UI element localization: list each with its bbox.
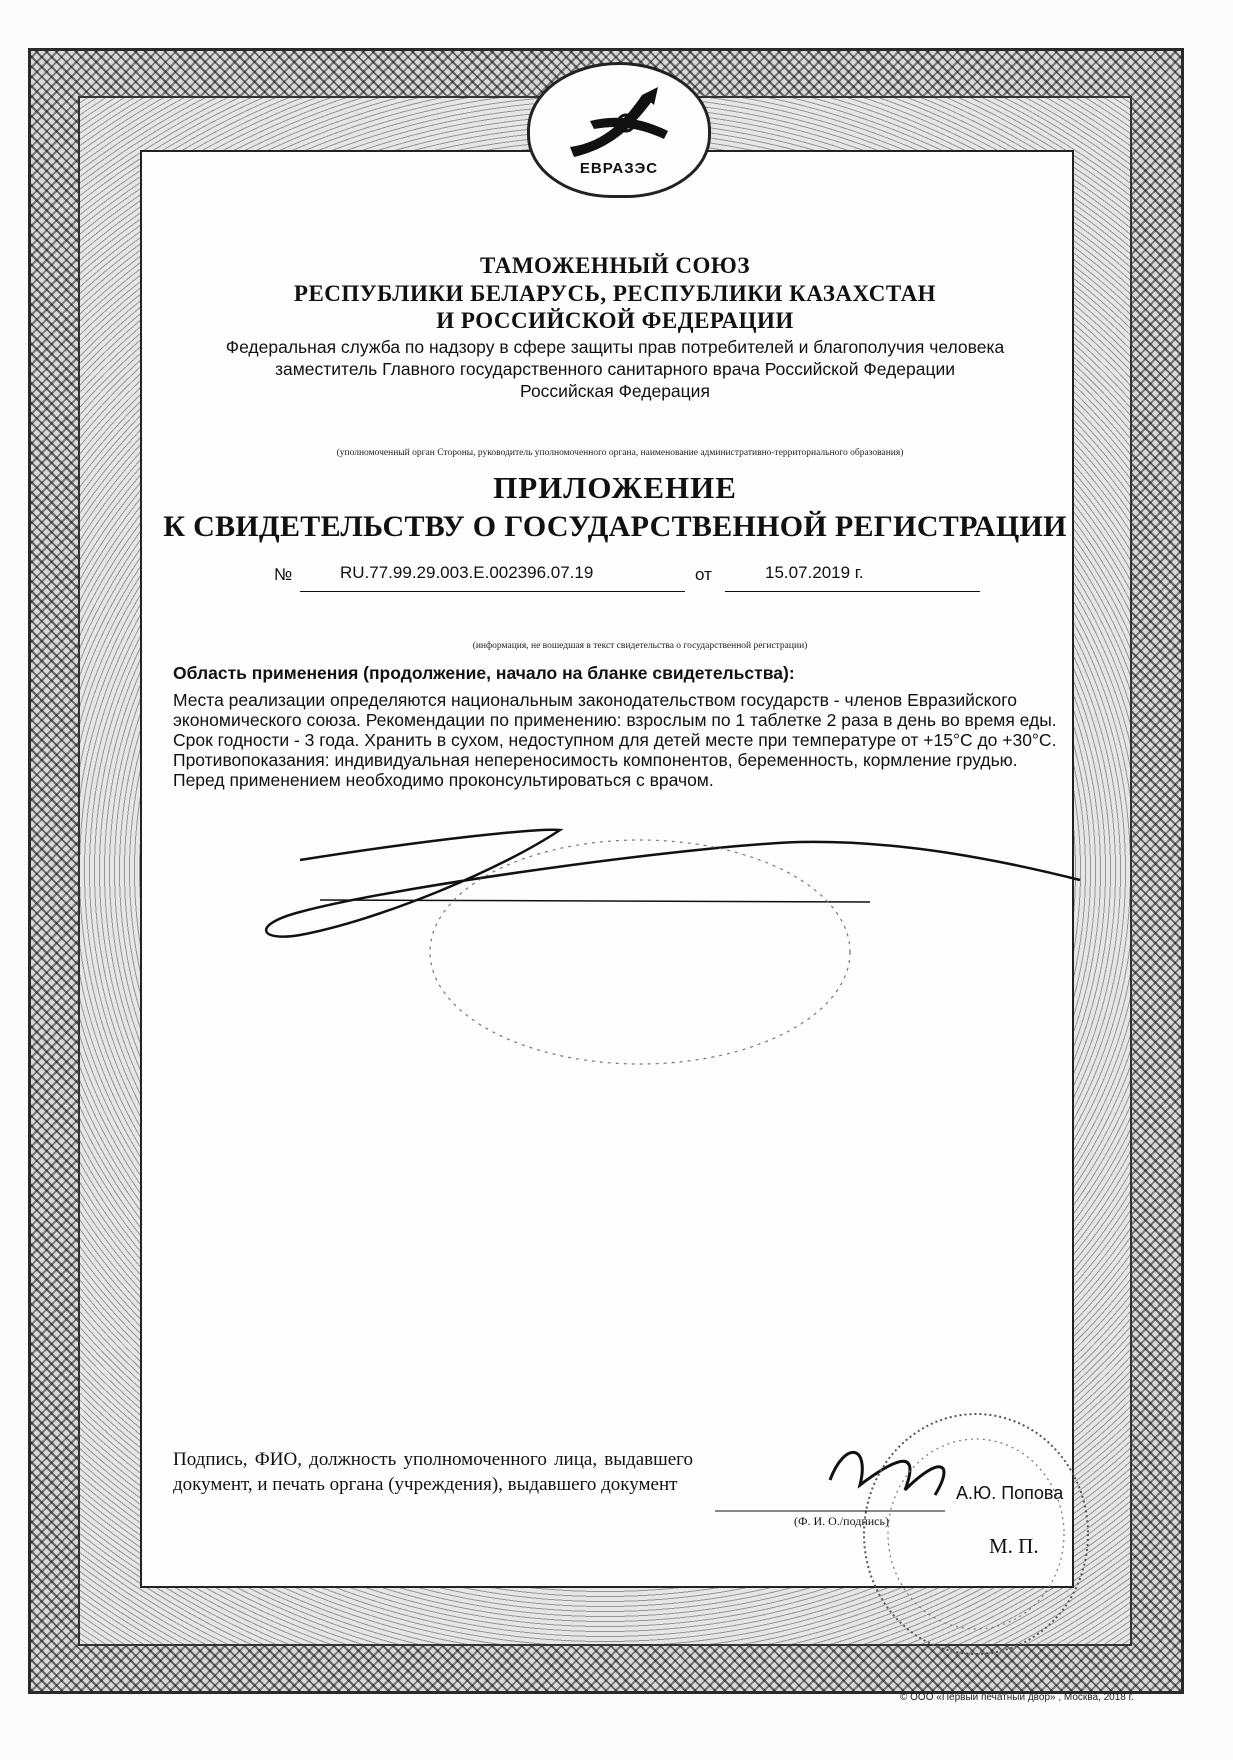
eurasec-emblem-icon [527, 62, 711, 198]
authority-note: (уполномоченный орган Стороны, руководитель уполномоченного органа, наименование административно-территориального образования) [336, 448, 904, 458]
application-area-heading: Область применения (продолжение, начало на бланке свидетельства): [173, 663, 795, 683]
seal-place: М. П. [989, 1534, 1039, 1558]
number-underline [300, 591, 685, 592]
registration-date: 15.07.2019 г. [765, 563, 864, 582]
emblem-label: ЕВРАЗЭС [579, 160, 659, 177]
document-title: ПРИЛОЖЕНИЕ [493, 470, 737, 505]
header-line-1: ТАМОЖЕННЫЙ СОЮЗ [480, 253, 750, 278]
fio-note: (Ф. И. О./подпись) [794, 1514, 889, 1528]
authority-line-3: Российская Федерация [520, 381, 710, 401]
authority-line-1: Федеральная служба по надзору в сфере защиты прав потребителей и благополучия человека [225, 337, 1005, 357]
date-underline [725, 591, 980, 592]
date-label: от [695, 565, 712, 584]
header-line-2: РЕСПУБЛИКИ БЕЛАРУСЬ, РЕСПУБЛИКИ КАЗАХСТАН [293, 281, 937, 306]
registration-number: RU.77.99.29.003.E.002396.07.19 [340, 563, 594, 582]
header-line-3: И РОССИЙСКОЙ ФЕДЕРАЦИИ [436, 308, 794, 333]
number-label: № [274, 565, 293, 584]
signature-caption: Подпись, ФИО, должность уполномоченного лица, выдавшего документ, и печать органа (учреждения), выдавшего документ [173, 1449, 693, 1495]
signatory-name: А.Ю. Попова [956, 1483, 1064, 1503]
document-subtitle: К СВИДЕТЕЛЬСТВУ О ГОСУДАРСТВЕННОЙ РЕГИСТРАЦИИ [163, 510, 1067, 543]
authority-line-2: заместитель Главного государственного санитарного врача Российской Федерации [274, 359, 956, 379]
application-area-text: Места реализации определяются национальным законодательством государств - членов Евразийского экономического союза. Рекомендации по применению: взрослым по 1 таблетке 2 раза в день во время еды. Срок годности - 3 года. Хранить в сухом, недоступном для детей месте при температуре от +15°С до +30°С. Противопоказания: индивидуальная непереносимость компонентов, беременность, кормление грудью. Перед применением необходимо проконсультироваться с врачом. [173, 690, 1057, 790]
registration-note: (информация, не вошедшая в текст свидетельства о государственной регистрации) [472, 641, 808, 651]
printer-footer: © ООО «Первый печатный двор» , Москва, 2018 г. [900, 1692, 1134, 1703]
